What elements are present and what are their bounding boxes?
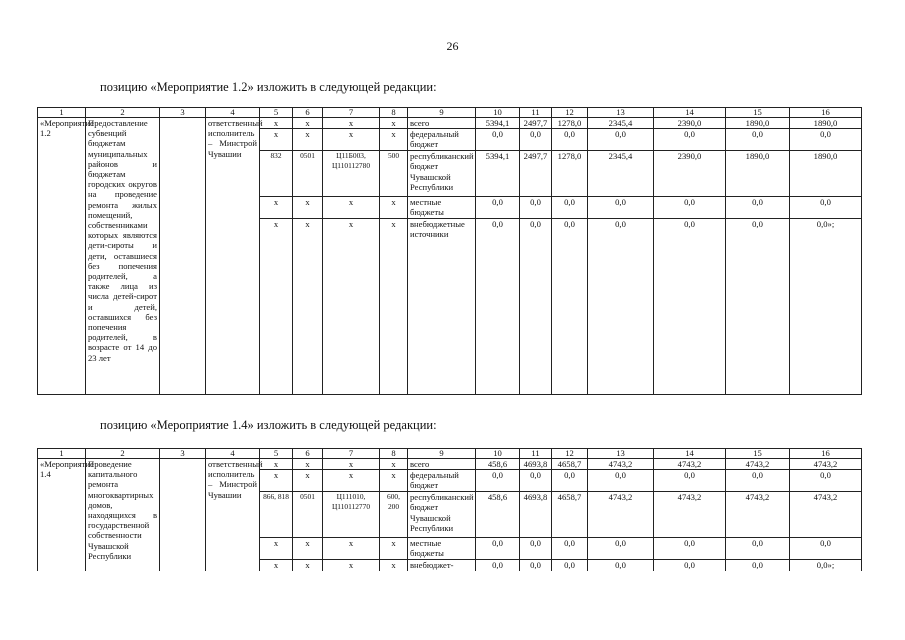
col-header: 4 <box>206 449 260 459</box>
cell-csr: x <box>323 219 380 395</box>
cell-value: 5394,1 <box>476 151 520 197</box>
executor: ответственный исполнитель – Минстрой Чувашии <box>206 459 260 571</box>
table-row <box>38 118 862 129</box>
cell-csr: Ц11Б003, Ц110112780 <box>323 151 380 197</box>
cell-value: 0,0 <box>520 219 552 395</box>
col-header: 12 <box>552 108 588 118</box>
cell-rz: x <box>293 538 323 560</box>
col-header: 11 <box>520 108 552 118</box>
cell-value: 1278,0 <box>552 151 588 197</box>
cell-gr: 832 <box>260 151 293 197</box>
col-header: 3 <box>160 108 206 118</box>
col-header: 14 <box>654 108 726 118</box>
col-header: 11 <box>520 449 552 459</box>
empty-cell <box>160 459 206 571</box>
cell-value: 0,0 <box>476 197 520 219</box>
col-header: 2 <box>86 108 160 118</box>
col-header: 5 <box>260 108 293 118</box>
cell-value: 0,0 <box>588 560 654 571</box>
event-name: «Мероприятие 1.2 <box>38 118 86 395</box>
cell-value: 0,0 <box>588 219 654 395</box>
empty-cell <box>160 118 206 395</box>
cell-vr: x <box>380 538 408 560</box>
cell-value: 0,0 <box>726 197 790 219</box>
cell-value: 4693,8 <box>520 492 552 538</box>
cell-source: всего <box>408 118 476 129</box>
cell-value: 2497,7 <box>520 151 552 197</box>
cell-value: 0,0 <box>790 129 862 151</box>
event-name: «Мероприятие 1.4 <box>38 459 86 571</box>
cell-value: 0,0 <box>588 197 654 219</box>
cell-value: 0,0 <box>520 538 552 560</box>
col-header: 1 <box>38 108 86 118</box>
cell-vr: x <box>380 459 408 470</box>
cell-value: 1890,0 <box>790 151 862 197</box>
cell-value: 0,0 <box>790 197 862 219</box>
cell-source: всего <box>408 459 476 470</box>
cell-source: федеральный бюджет <box>408 129 476 151</box>
cell-value: 2345,4 <box>588 118 654 129</box>
cell-value: 4743,2 <box>588 492 654 538</box>
col-header: 15 <box>726 449 790 459</box>
cell-value: 4743,2 <box>654 459 726 470</box>
cell-value: 0,0 <box>476 470 520 492</box>
cell-gr: x <box>260 459 293 470</box>
cell-rz: x <box>293 118 323 129</box>
cell-value: 4743,2 <box>790 459 862 470</box>
cell-vr: 600, 200 <box>380 492 408 538</box>
cell-value: 1278,0 <box>552 118 588 129</box>
col-header: 7 <box>323 449 380 459</box>
cell-value: 2390,0 <box>654 118 726 129</box>
section-1-heading: позицию «Мероприятие 1.2» изложить в следующей редакции: <box>100 80 437 94</box>
cell-value: 0,0 <box>726 129 790 151</box>
cell-vr: x <box>380 129 408 151</box>
cell-rz: x <box>293 219 323 395</box>
cell-value: 4658,7 <box>552 492 588 538</box>
cell-value: 0,0 <box>520 129 552 151</box>
event-description: Проведение капитального ремонта многоквартирных домов, находящихся в государственной собственности Чувашской Республики <box>86 459 160 571</box>
cell-value: 0,0 <box>520 470 552 492</box>
cell-source: республиканский бюджет Чувашской Республики <box>408 151 476 197</box>
cell-source: местные бюджеты <box>408 197 476 219</box>
cell-gr: x <box>260 560 293 571</box>
col-header: 8 <box>380 449 408 459</box>
cell-value: 0,0 <box>654 470 726 492</box>
cell-vr: x <box>380 118 408 129</box>
col-header: 13 <box>588 108 654 118</box>
cell-csr: Ц111010, Ц110112770 <box>323 492 380 538</box>
cell-value: 2497,7 <box>520 118 552 129</box>
cell-gr: x <box>260 470 293 492</box>
col-header: 9 <box>408 449 476 459</box>
table-row <box>38 459 862 470</box>
col-header: 1 <box>38 449 86 459</box>
cell-value: 4693,8 <box>520 459 552 470</box>
cell-source: внебюджетные источники <box>408 219 476 395</box>
cell-value: 0,0»; <box>790 219 862 395</box>
cell-value: 0,0 <box>790 538 862 560</box>
cell-source: местные бюджеты <box>408 538 476 560</box>
cell-rz: x <box>293 470 323 492</box>
cell-gr: x <box>260 118 293 129</box>
cell-value: 458,6 <box>476 459 520 470</box>
cell-csr: x <box>323 118 380 129</box>
col-header: 10 <box>476 449 520 459</box>
cell-value: 0,0 <box>726 560 790 571</box>
cell-value: 1890,0 <box>790 118 862 129</box>
cell-value: 4658,7 <box>552 459 588 470</box>
cell-value: 0,0 <box>552 560 588 571</box>
cell-value: 458,6 <box>476 492 520 538</box>
col-header: 6 <box>293 108 323 118</box>
cell-value: 0,0 <box>654 560 726 571</box>
cell-value: 0,0 <box>654 129 726 151</box>
cell-csr: x <box>323 129 380 151</box>
cell-source: федеральный бюджет <box>408 470 476 492</box>
section-2-table <box>37 448 862 571</box>
cell-value: 0,0 <box>726 470 790 492</box>
cell-vr: x <box>380 470 408 492</box>
cell-csr: x <box>323 560 380 571</box>
cell-rz: x <box>293 560 323 571</box>
cell-value: 1890,0 <box>726 151 790 197</box>
cell-value: 0,0 <box>552 129 588 151</box>
cell-value: 0,0 <box>654 197 726 219</box>
table-header-row <box>38 108 862 118</box>
cell-value: 0,0 <box>726 538 790 560</box>
cell-value: 0,0 <box>588 470 654 492</box>
col-header: 12 <box>552 449 588 459</box>
cell-value: 2390,0 <box>654 151 726 197</box>
cell-source: внебюджет- <box>408 560 476 571</box>
cell-rz: x <box>293 459 323 470</box>
cell-value: 4743,2 <box>588 459 654 470</box>
col-header: 16 <box>790 108 862 118</box>
table-header-row <box>38 449 862 459</box>
page-number: 26 <box>446 39 459 53</box>
cell-rz: 0501 <box>293 151 323 197</box>
cell-value: 0,0 <box>476 219 520 395</box>
cell-csr: x <box>323 459 380 470</box>
cell-value: 0,0 <box>588 129 654 151</box>
cell-value: 0,0 <box>476 129 520 151</box>
cell-value: 0,0 <box>476 560 520 571</box>
col-header: 8 <box>380 108 408 118</box>
col-header: 9 <box>408 108 476 118</box>
cell-vr: 500 <box>380 151 408 197</box>
cell-vr: x <box>380 219 408 395</box>
col-header: 14 <box>654 449 726 459</box>
cell-value: 4743,2 <box>726 492 790 538</box>
col-header: 3 <box>160 449 206 459</box>
cell-value: 0,0 <box>520 197 552 219</box>
cell-value: 1890,0 <box>726 118 790 129</box>
cell-value: 0,0 <box>552 219 588 395</box>
cell-rz: x <box>293 129 323 151</box>
col-header: 7 <box>323 108 380 118</box>
col-header: 2 <box>86 449 160 459</box>
cell-source: республиканский бюджет Чувашской Республики <box>408 492 476 538</box>
section-2-heading: позицию «Мероприятие 1.4» изложить в следующей редакции: <box>100 418 437 432</box>
cell-gr: x <box>260 538 293 560</box>
cell-value: 0,0 <box>726 219 790 395</box>
col-header: 16 <box>790 449 862 459</box>
col-header: 10 <box>476 108 520 118</box>
col-header: 6 <box>293 449 323 459</box>
cell-value: 0,0 <box>654 219 726 395</box>
cell-csr: x <box>323 538 380 560</box>
cell-gr: 866, 818 <box>260 492 293 538</box>
cell-value: 0,0 <box>552 538 588 560</box>
col-header: 4 <box>206 108 260 118</box>
cell-value: 0,0»; <box>790 560 862 571</box>
cell-value: 0,0 <box>552 197 588 219</box>
cell-value: 0,0 <box>790 470 862 492</box>
cell-gr: x <box>260 219 293 395</box>
executor: ответственный исполнитель – Минстрой Чувашии <box>206 118 260 395</box>
cell-gr: x <box>260 129 293 151</box>
cell-value: 4743,2 <box>654 492 726 538</box>
cell-value: 2345,4 <box>588 151 654 197</box>
cell-value: 0,0 <box>588 538 654 560</box>
cell-value: 0,0 <box>476 538 520 560</box>
col-header: 15 <box>726 108 790 118</box>
cell-value: 4743,2 <box>726 459 790 470</box>
col-header: 5 <box>260 449 293 459</box>
cell-csr: x <box>323 470 380 492</box>
section-1-table <box>37 107 862 395</box>
cell-rz: 0501 <box>293 492 323 538</box>
cell-vr: x <box>380 560 408 571</box>
event-description: Предоставление субвенций бюджетам муниципальных районов и бюджетам городских округов на проведение ремонта жилых помещений, собственниками которых являются дети-сироты и дети, оставшиеся без попечения родителей, а также лица из числа детей-сирот и детей, оставшихся без попечения родителей, в возрасте от 14 до 23 лет <box>86 118 160 395</box>
cell-value: 0,0 <box>520 560 552 571</box>
cell-csr: x <box>323 197 380 219</box>
cell-value: 0,0 <box>552 470 588 492</box>
cell-rz: x <box>293 197 323 219</box>
cell-gr: x <box>260 197 293 219</box>
col-header: 13 <box>588 449 654 459</box>
cell-vr: x <box>380 197 408 219</box>
cell-value: 4743,2 <box>790 492 862 538</box>
cell-value: 5394,1 <box>476 118 520 129</box>
cell-value: 0,0 <box>654 538 726 560</box>
